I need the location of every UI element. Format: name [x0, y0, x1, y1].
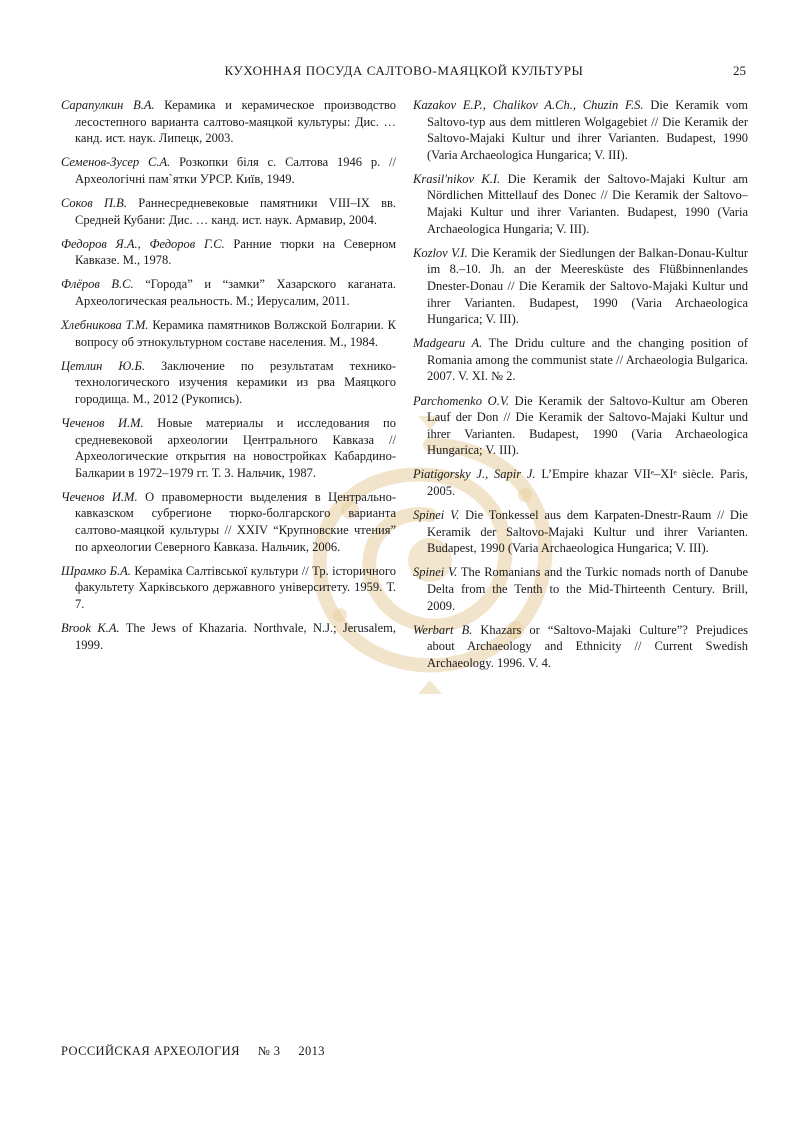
reference-text: The Dridu culture and the changing position of Romania among the communist state // Archaeologia Bulgarica. 2007. V. XI. № 2.	[427, 336, 748, 384]
reference-item	[61, 276, 396, 309]
reference-author: Piatigorsky J., Sapir J.	[413, 467, 536, 482]
reference-text: The Jews of Khazaria. Northvale, N.J.; Jerusalem, 1999.	[75, 621, 397, 652]
reference-author: Parchomenko O.V.	[413, 393, 509, 408]
reference-item	[61, 489, 396, 555]
reference-text: Die Keramik der Saltovo-Majaki Kultur am Nördlichen Mittellauf des Donec // Die Keramik der Saltovo–Majaki Kultur und ihrer Varianten. Budapest, 1990 (Varia Archaeologica Hungaria; V. III).	[427, 171, 748, 236]
reference-text: О правомерности выделения в Центрально-кавказском субрегионе тюрко-болгарского варианта салтово-маяцкой культуры // XXIV “Крупновские чтения” по археологии Северного Кавказа. Нальчик, 2006.	[75, 489, 397, 554]
reference-author: Чеченов И.М.	[61, 416, 144, 430]
journal-issue: № 3	[257, 1044, 281, 1058]
reference-item	[413, 245, 748, 328]
reference-item	[61, 97, 396, 147]
reference-text: Die Keramik vom Saltovo-typ aus dem mittleren Wolgagebiet // Die Keramik der Saltovo-Majaki Kultur und ihrer Varianten. Budapest, 1990 (Varia Archaeologica Hungarica; V. III).	[427, 98, 748, 162]
reference-text: Die Keramik der Saltovo-Kultur am Oberen Lauf der Don // Die Keramik der Saltovo-Majaki Kultur und ihrer Varianten. Budapest, 1990 (Varia Archaeologica Hungarica; V. III).	[427, 393, 748, 458]
reference-author: Сарапулкин В.А.	[61, 98, 155, 112]
journal-year: 2013	[298, 1044, 325, 1058]
reference-text: Die Keramik der Siedlungen der Balkan-Donau-Kultur im 8.–10. Jh. an der Meeresküste des Flüßbinnenlandes Dnester-Donau // Die Keramik der Saltovo-Majaki Kultur und ihrer Varianten. Budapest, 1990 (Varia Archaeologica Hungarica; V. III).	[427, 245, 748, 327]
journal-footer	[61, 1044, 343, 1059]
references-right-column	[413, 97, 748, 679]
reference-text: The Romanians and the Turkic nomads north of Danube Delta from the Tenth to the Mid-Thirteenth Century. Brill, 2009.	[427, 565, 748, 613]
running-title: КУХОННАЯ ПОСУДА САЛТОВО-МАЯЦКОЙ КУЛЬТУРЫ	[224, 63, 584, 78]
reference-item	[61, 563, 396, 613]
reference-item	[61, 154, 396, 187]
reference-author: Brook K.A.	[61, 621, 120, 636]
reference-item	[61, 620, 396, 653]
reference-text: Новые материалы и исследования по средневековой археологии Центрального Кавказа // Археологические открытия на новостройках Кабардино-Балкарии в 1972–1979 гг. Т. 3. Нальчик, 1987.	[75, 416, 396, 480]
reference-item	[61, 195, 396, 228]
reference-item	[61, 317, 396, 350]
reference-item	[413, 564, 748, 614]
reference-author: Хлебникова Т.М.	[61, 318, 149, 333]
reference-author: Флёров В.С.	[61, 277, 134, 292]
reference-item	[61, 415, 396, 481]
reference-text: Die Tonkessel aus dem Karpaten-Dnestr-Raum // Die Keramik der Saltovo-Majaki Kultur und ihrer Varianten. Budapest, 1990 (Varia Archaeologica Hungarica; V. III).	[427, 508, 748, 556]
reference-author: Krasil'nikov K.I.	[413, 171, 501, 186]
reference-author: Семенов-Зусер С.А.	[61, 155, 171, 170]
references-left-column	[61, 97, 396, 661]
reference-author: Федоров Я.А., Федоров Г.С.	[61, 236, 225, 251]
reference-text: Керамика памятников Волжской Болгарии. К вопросу об этнокультурном составе населения. М., 1984.	[75, 318, 396, 349]
reference-text: Раннесредневековые памятники VIII–IX вв. Средней Кубани: Дис. … канд. ист. наук. Армавир, 2004.	[75, 195, 396, 227]
reference-text: Khazars or “Saltovo-Majaki Culture”? Prejudices about Archaeology and Ethnicity // Current Swedish Archaeology. 1996. V. 4.	[427, 622, 748, 670]
reference-text: “Города” и “замки” Хазарского каганата. Археологическая реальность. М.; Иерусалим, 2011.	[75, 277, 397, 308]
reference-item	[413, 97, 748, 163]
reference-author: Цетлин Ю.Б.	[61, 358, 145, 373]
reference-author: Spinei V.	[413, 565, 458, 580]
reference-item	[61, 236, 396, 269]
reference-text: Кераміка Салтівської культури // Тр. історичного факультету Харківського державного університету. 1959. Т. 7.	[75, 563, 396, 611]
reference-item	[413, 622, 748, 672]
reference-author: Kozlov V.I.	[413, 245, 468, 260]
reference-author: Spinei V.	[413, 508, 460, 523]
reference-author: Шрамко Б.А.	[61, 563, 131, 578]
reference-author: Madgearu A.	[413, 336, 483, 351]
reference-author: Kazakov E.P., Chalikov A.Ch., Chuzin F.S.	[413, 98, 644, 112]
reference-text: Заключение по результатам технико-технологического изучения керамики из рва Маяцкого городища. М., 2012 (Рукопись).	[75, 358, 396, 406]
reference-item	[413, 335, 748, 385]
reference-item	[413, 466, 748, 499]
reference-item	[413, 507, 748, 557]
reference-author: Соков П.В.	[61, 195, 127, 210]
reference-text: Керамика и керамическое производство лесостепного варианта салтово-маяцкой культуры: Дис. … канд. ист. наук. Липецк, 2003.	[75, 98, 396, 146]
page-number: 25	[733, 63, 746, 78]
reference-author: Werbart B.	[413, 622, 473, 637]
reference-item	[413, 171, 748, 237]
reference-text: Ранние тюрки на Северном Кавказе. М., 1978.	[75, 236, 396, 268]
journal-name: РОССИЙСКАЯ АРХЕОЛОГИЯ	[61, 1044, 240, 1058]
reference-author: Чеченов И.М.	[61, 489, 138, 504]
reference-text: Розкопки біля с. Салтова 1946 р. // Археологічні пам`ятки УРСР. Київ, 1949.	[75, 155, 396, 186]
reference-text: L’Empire khazar VIIᵉ–XIᵉ siècle. Paris, 2005.	[427, 467, 748, 498]
reference-item	[413, 393, 748, 459]
reference-item	[61, 358, 396, 408]
